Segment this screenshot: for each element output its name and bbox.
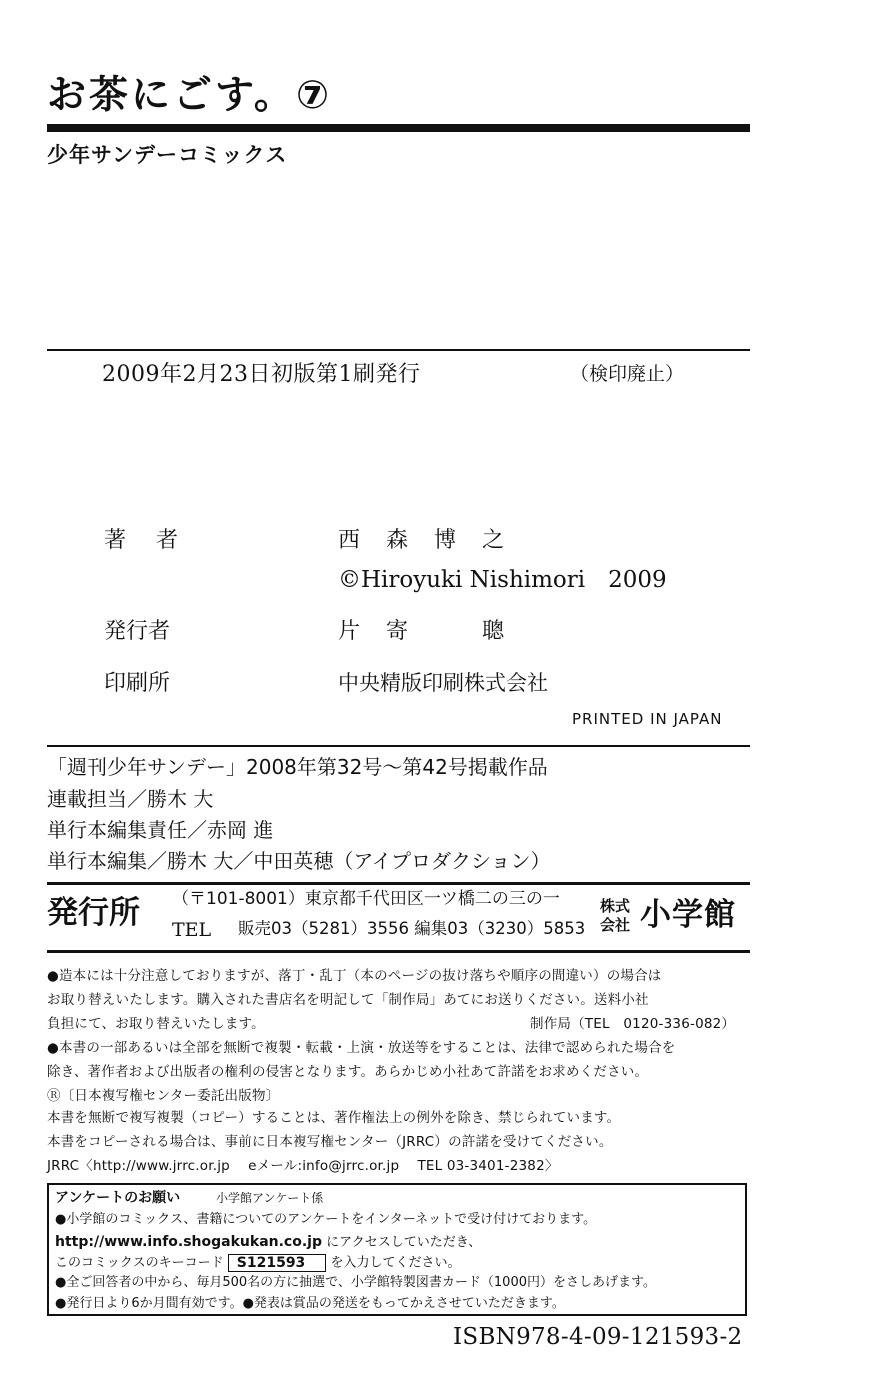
imprint-label: 少年サンデーコミックス <box>47 143 288 167</box>
printed-in-japan: PRINTED IN JAPAN <box>572 710 723 728</box>
credit-role-publisher: 発行者 <box>104 619 171 644</box>
credit-name-printer: 中央精版印刷株式会社 <box>338 671 548 695</box>
isbn: ISBN978-4-09-121593-2 <box>453 1324 743 1350</box>
notice-line-8: 本書を無断で複写複製（コピー）することは、著作権法上の例外を除き、禁じられています。 <box>47 1110 621 1126</box>
survey-code-suffix: を入力してください。 <box>330 1255 461 1271</box>
notice-line-5: ●本書の一部あるいは全部を無断で複製・転載・上演・放送等をすることは、法律で認められた場合を <box>47 1040 676 1056</box>
credit-name-publisher: 片 寄 聰 <box>338 619 507 644</box>
company-type-top: 株式 <box>600 897 631 915</box>
serialization-editor: 連載担当／勝木 大 <box>47 787 214 811</box>
survey-line-5: ●発行日より6か月間有効です。●発表は賞品の発送をもってかえさせていただきます。 <box>55 1296 565 1311</box>
notice-line-1: ●造本には十分注意しておりますが、落丁・乱丁（本のページの抜け落ちや順序の間違い）の場合は <box>47 968 662 984</box>
survey-url-link[interactable]: http://www.info.shogakukan.co.jp <box>55 1234 322 1250</box>
survey-url-line <box>55 1235 481 1249</box>
edition-date: 2009年2月23日初版第1刷発行 <box>102 362 421 387</box>
edition-note: （検印廃止） <box>570 363 685 385</box>
publisher-label: 発行所 <box>47 895 140 931</box>
survey-code-line <box>55 1254 460 1272</box>
book-chief-editor: 単行本編集責任／赤岡 進 <box>47 818 274 842</box>
notice-line-4: 制作局（TEL 0120-336-082） <box>530 1016 736 1032</box>
company-type-bottom: 会社 <box>600 916 631 934</box>
notice-line-2: お取り替えいたします。購入された書店名を明記して「制作局」あてにお送りください。送料小社 <box>47 992 649 1008</box>
survey-key-code: S121593 <box>228 1254 327 1272</box>
notice-line-3: 負担にて、お取り替えいたします。 <box>47 1016 265 1032</box>
serialization-rule-top <box>47 745 750 747</box>
serialization-source: 「週刊少年サンデー」2008年第32号～第42号掲載作品 <box>47 755 548 779</box>
publisher-rule-top <box>47 882 750 885</box>
publisher-name: 小学館 <box>640 897 736 933</box>
credit-role-printer: 印刷所 <box>104 671 171 696</box>
notice-line-7: Ⓡ〔日本複写権センター委託出版物〕 <box>47 1088 280 1104</box>
publisher-address: （〒101-8001）東京都千代田区一ツ橋二の三の一 <box>172 889 560 909</box>
book-title: お茶にごす。⑦ <box>47 73 332 118</box>
credit-name-author: 西 森 博 之 <box>338 528 507 553</box>
notice-line-10: JRRC〈http://www.jrrc.or.jp eメール:info@jrrc.or.jp TEL 03-3401-2382〉 <box>47 1158 559 1174</box>
credit-role-author: 著 者 <box>104 528 183 553</box>
publisher-tel-label: TEL <box>172 919 212 941</box>
credit-copyright: ©Hiroyuki Nishimori 2009 <box>338 567 667 593</box>
book-editor: 単行本編集／勝木 大／中田英穂（アイプロダクション） <box>47 849 551 873</box>
notice-line-6: 除き、著作者および出版者の権利の侵害となります。あらかじめ小社あて許諾をお求めください。 <box>47 1064 649 1080</box>
survey-title: アンケートのお願い <box>55 1190 181 1206</box>
notice-line-9: 本書をコピーされる場合は、事前に日本複写権センター（JRRC）の許諾を受けてください。 <box>47 1134 613 1150</box>
publisher-tel: 販売03（5281）3556 編集03（3230）5853 <box>238 919 586 938</box>
publisher-rule-bottom <box>47 950 750 953</box>
survey-code-prefix: このコミックスのキーコード <box>55 1255 224 1271</box>
title-rule <box>47 124 750 132</box>
edition-rule-top <box>47 349 750 351</box>
survey-line-4: ●全ご回答者の中から、毎月500名の方に抽選で、小学館特製図書カード（1000円）をさしあげます。 <box>55 1275 656 1290</box>
survey-line-1: ●小学館のコミックス、書籍についてのアンケートをインターネットで受け付けております。 <box>55 1212 597 1227</box>
survey-box <box>47 1183 747 1316</box>
survey-url-suffix: にアクセスしていただき、 <box>326 1235 482 1250</box>
survey-dept: 小学館アンケート係 <box>216 1191 324 1205</box>
